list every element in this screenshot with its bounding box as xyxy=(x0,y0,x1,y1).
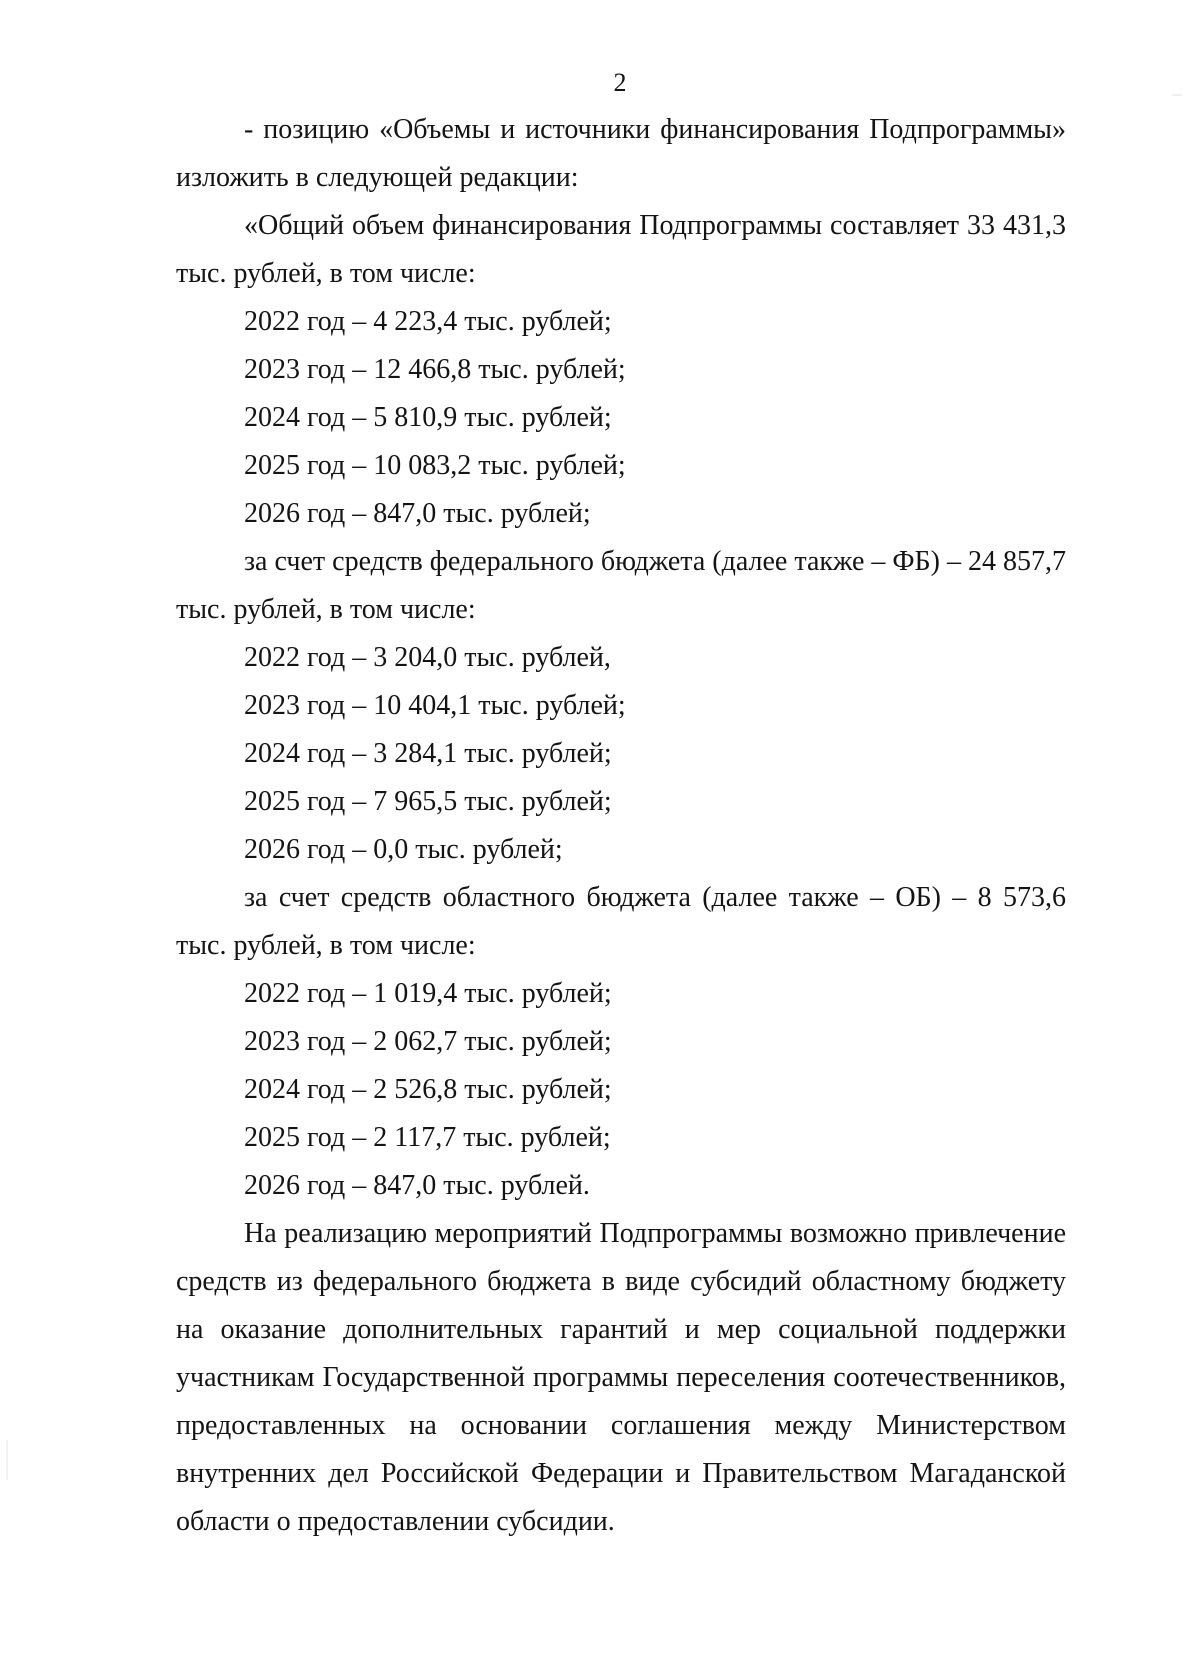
federal-year-line: 2022 год – 3 204,0 тыс. рублей, xyxy=(244,642,611,673)
federal-year-line: 2023 год – 10 404,1 тыс. рублей; xyxy=(244,690,626,721)
closing-paragraph: На реализацию мероприятий Подпрограммы возможно привлечение средств из федерального бюджета в виде субсидий областному бюджету на оказание дополнительных гарантий и мер социальной поддержки участникам Государственной программы переселения соотечественников, предоставленных на основании соглашения между Министерством внутренних дел Российской Федерации и Правительством Магаданской области о предоставлении субсидии. xyxy=(176,1218,1066,1537)
regional-year-line: 2025 год – 2 117,7 тыс. рублей; xyxy=(244,1122,611,1153)
total-year-line: 2025 год – 10 083,2 тыс. рублей; xyxy=(244,450,626,481)
federal-year-line: 2026 год – 0,0 тыс. рублей; xyxy=(244,834,563,865)
intro-paragraph: - позицию «Объемы и источники финансирования Подпрограммы» изложить в следующей редакции: xyxy=(176,114,1066,193)
document-body xyxy=(176,106,1066,1546)
regional-year-line: 2024 год – 2 526,8 тыс. рублей; xyxy=(244,1074,612,1105)
total-financing-paragraph: «Общий объем финансирования Подпрограммы составляет 33 431,3 тыс. рублей, в том числе: xyxy=(176,210,1066,289)
page-number: 2 xyxy=(613,68,627,97)
total-year-line: 2024 год – 5 810,9 тыс. рублей; xyxy=(244,402,612,433)
total-year-line: 2023 год – 12 466,8 тыс. рублей; xyxy=(244,354,626,385)
total-year-line: 2022 год – 4 223,4 тыс. рублей; xyxy=(244,306,612,337)
regional-year-line: 2022 год – 1 019,4 тыс. рублей; xyxy=(244,978,612,1009)
federal-year-line: 2025 год – 7 965,5 тыс. рублей; xyxy=(244,786,612,817)
scan-artifact xyxy=(6,1440,8,1480)
regional-year-line: 2026 год – 847,0 тыс. рублей. xyxy=(244,1170,590,1201)
regional-year-line: 2023 год – 2 062,7 тыс. рублей; xyxy=(244,1026,612,1057)
federal-year-line: 2024 год – 3 284,1 тыс. рублей; xyxy=(244,738,612,769)
regional-budget-paragraph: за счет средств областного бюджета (далее также – ОБ) – 8 573,6 тыс. рублей, в том числе: xyxy=(176,882,1066,961)
federal-budget-paragraph: за счет средств федерального бюджета (далее также – ФБ) – 24 857,7 тыс. рублей, в том числе: xyxy=(176,546,1066,625)
total-year-line: 2026 год – 847,0 тыс. рублей; xyxy=(244,498,591,529)
